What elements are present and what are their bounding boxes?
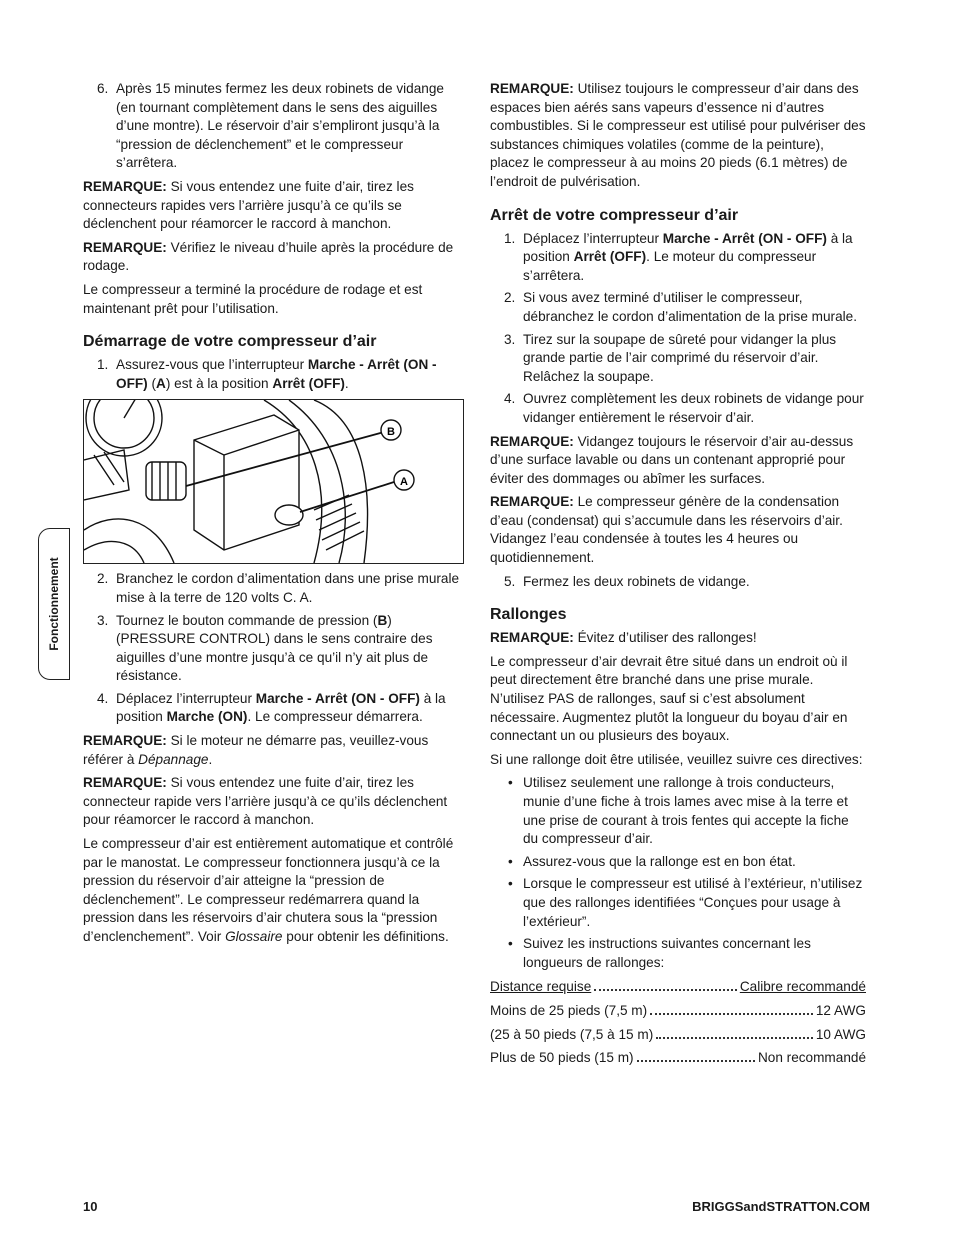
- note-1: REMARQUE: Si vous entendez une fuite d’air, tirez les connecteurs rapides vers l’arrière jusqu’à ce qu’ils se déclenchent pour réamorcer le raccord à manchon.: [83, 178, 414, 232]
- guideline-4: • Suivez les instructions suivantes concernant les longueurs de rallonges:: [508, 936, 811, 970]
- right-column: [490, 80, 866, 1073]
- stop-steps: [490, 230, 866, 428]
- start-step-2: 2. Branchez le cordon d’alimentation dans une prise murale mise à la terre de 120 volts C. A.: [97, 571, 460, 605]
- callout-b-label: B: [387, 426, 395, 439]
- table-row: Moins de 25 pieds (7,5 m) 12 AWG: [490, 1002, 866, 1018]
- stop-step-1: 1. Déplacez l’interrupteur Marche - Arrêt (ON - OFF) à la position Arrêt (OFF). Le moteur du compresseur s’arrêtera.: [504, 230, 853, 283]
- extension-note: REMARQUE: Évitez d’utiliser des rallonges!: [490, 630, 757, 646]
- extension-guidelines: [490, 774, 866, 972]
- extension-paragraph-1: Le compresseur d’air devrait être situé dans un endroit où il peut directement être branché dans une prise murale. N’utilisez PAS de rallonges, sauf si c’est absolument nécessaire. Augmentez plutôt la longueur du boyau d’air en connectant un ou plusieurs des boyaux.: [490, 653, 848, 744]
- heading-start-compressor: Démarrage de votre compresseur d’air: [83, 333, 377, 351]
- heading-stop-compressor: Arrêt de votre compresseur d’air: [490, 206, 739, 224]
- automatic-operation-paragraph: Le compresseur d’air est entièrement automatique et contrôlé par le manostat. Le compresseur fonctionnera jusqu’à ce la pression du réservoir d’air atteigne la “pression de déclenchement”. Le compresseur redémarrera quand la pression dans les réservoirs d’air chutera sous la “pression d’enclenchement”. Voir Glossaire pour obtenir les définitions.: [83, 836, 454, 944]
- guideline-1: • Utilisez seulement une rallonge à trois conducteurs, munie d’une fiche à trois lames avec mise à la terre et une prise de courant à trois fentes qui accepte la fiche du compresseur d’air.: [508, 775, 849, 847]
- note-4: REMARQUE: Si vous entendez une fuite d’air, tirez les connecteur rapide vers l’arrière jusqu’à ce qu’ils déclenchent pour réamorcer le raccord à manchon.: [83, 775, 448, 828]
- break-in-steps-continued: [83, 80, 464, 173]
- start-steps-b: [83, 570, 464, 727]
- pressure-switch-figure: [83, 399, 464, 564]
- heading-extension-cords: Rallonges: [490, 606, 567, 624]
- extension-length-table: [490, 978, 866, 1067]
- guideline-3: • Lorsque le compresseur est utilisé à l’extérieur, n’utilisez que des rallonges identifiées “Conçues pour usage à l’extérieur”.: [508, 876, 863, 929]
- callout-a-label: A: [400, 476, 408, 489]
- note-3: REMARQUE: Si le moteur ne démarre pas, veuillez-vous référer à Dépannage.: [83, 733, 429, 767]
- left-column: [83, 80, 464, 952]
- start-step-4: 4. Déplacez l’interrupteur Marche - Arrêt (ON - OFF) à la position Marche (ON). Le compresseur démarrera.: [97, 690, 446, 725]
- start-steps-a: [83, 356, 464, 393]
- section-side-tab: Fonctionnement: [38, 528, 70, 680]
- stop-step-4: 4. Ouvrez complètement les deux robinets de vidange pour vidanger entièrement le réservoir d’air.: [504, 391, 864, 425]
- table-row: (25 à 50 pieds (7,5 à 15 m) 10 AWG: [490, 1026, 866, 1042]
- pressure-switch-illustration: [84, 400, 464, 563]
- ventilation-note: REMARQUE: Utilisez toujours le compresseur d’air dans des espaces bien aérés sans vapeurs d’essence ni d’autres combustibles. Si le compresseur est utilisé pour pulvériser des substances chimiques volatiles (comme de la peinture), placez le compresseur à au moins 20 pieds (6.1 mètres) de l’endroit de pulvérisation.: [490, 81, 866, 189]
- drain-note: REMARQUE: Vidangez toujours le réservoir d’air au-dessus d’une surface lavable ou dans un contenant approprié pour éviter des dommages ou abîmer les surfaces.: [490, 433, 854, 486]
- start-step-3: 3. Tournez le bouton commande de pression (B) (PRESSURE CONTROL) dans le sens contraire des aiguilles d’une montre jusqu’à ce qu’il n’y ait plus de résistance.: [97, 612, 433, 684]
- stop-step-3: 3. Tirez sur la soupape de sûreté pour vidanger la plus grande partie de l’air comprimé du réservoir d’air. Relâchez la soupape.: [504, 331, 837, 384]
- condensation-note: REMARQUE: Le compresseur génère de la condensation d’eau (condensat) qui s’accumule dans les réservoirs d’air. Vidangez l’eau condensée à toutes les 4 heures ou quotidiennement.: [490, 494, 843, 566]
- stop-steps-end: [490, 573, 866, 592]
- stop-step-5: 5. Fermez les deux robinets de vidange.: [504, 573, 750, 589]
- footer-website: BRIGGSandSTRATTON.COM: [692, 1199, 870, 1214]
- extension-paragraph-2: Si une rallonge doit être utilisée, veuillez suivre ces directives:: [490, 751, 863, 767]
- start-step-1: 1. Assurez-vous que l’interrupteur Marche - Arrêt (ON - OFF) (A) est à la position Arrêt (OFF).: [97, 357, 437, 391]
- step-6: 6. Après 15 minutes fermez les deux robinets de vidange (en tournant complètement dans le sens des aiguilles d’une montre). Le réservoir d’air s’empliront jusqu’à la “pression de déclenchement” et le compresseur s’arrêtera.: [97, 81, 444, 171]
- stop-step-2: 2. Si vous avez terminé d’utiliser le compresseur, débranchez le cordon d’alimentation de la prise murale.: [504, 290, 857, 324]
- table-row: Plus de 50 pieds (15 m) Non recommandé: [490, 1050, 866, 1066]
- break-in-complete-paragraph: Le compresseur a terminé la procédure de rodage et est maintenant prêt pour l’utilisation.: [83, 281, 423, 316]
- table-row: Distance requise Calibre recommandé: [490, 979, 866, 995]
- note-2: REMARQUE: Vérifiez le niveau d’huile après la procédure de rodage.: [83, 239, 454, 274]
- page-number: 10: [83, 1199, 98, 1214]
- guideline-2: • Assurez-vous que la rallonge est en bon état.: [508, 853, 796, 869]
